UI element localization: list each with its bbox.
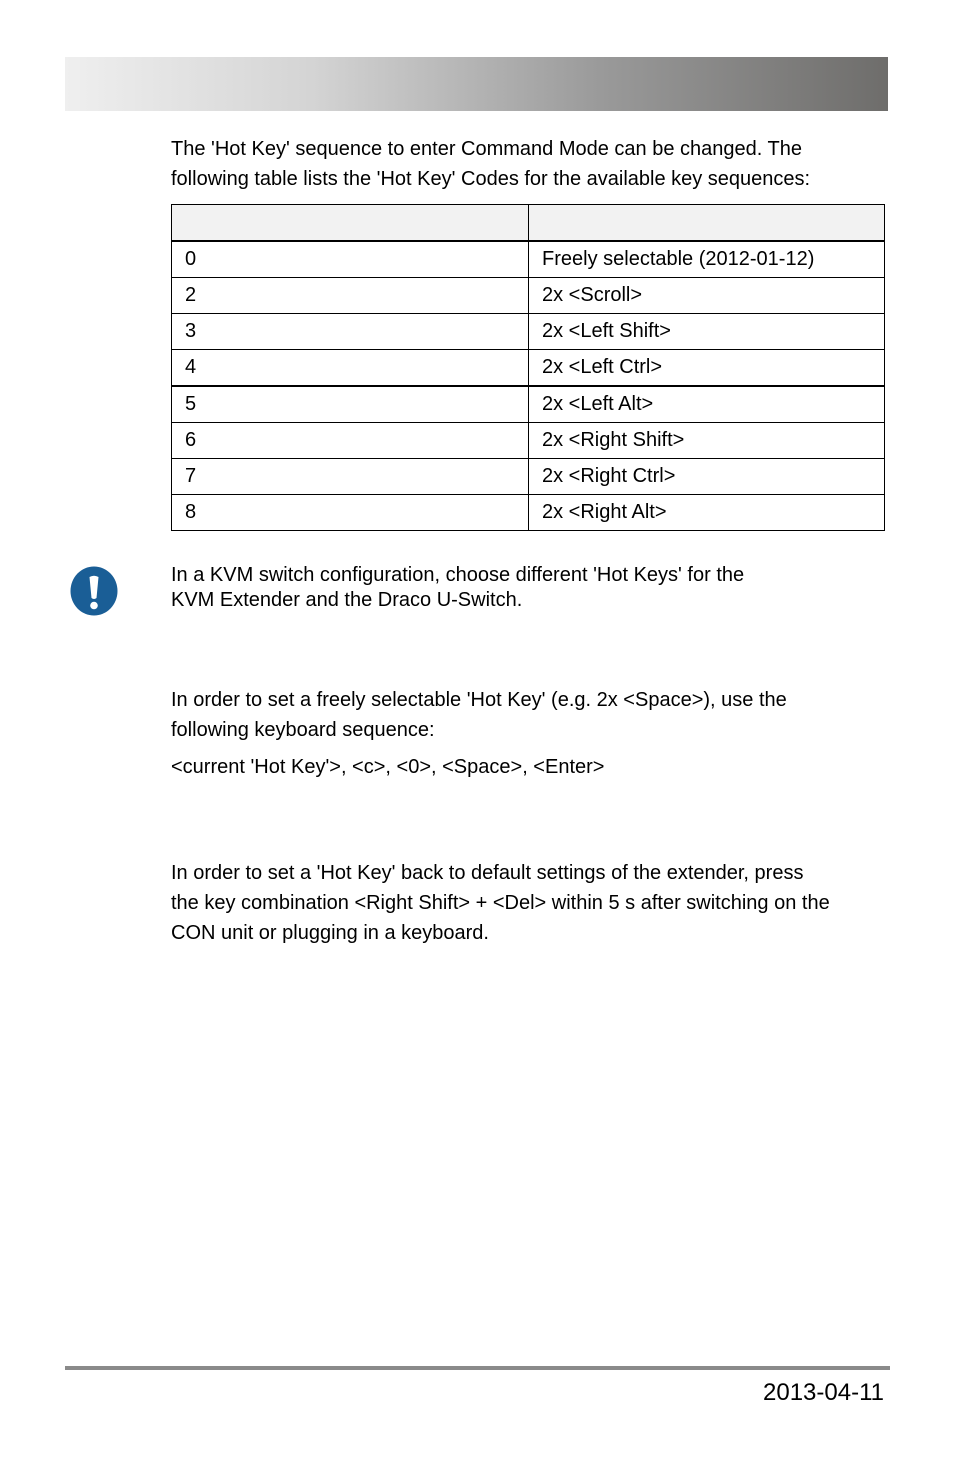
hot-key-code: 3 [172,314,529,350]
table-row [172,386,885,423]
reset-line-1: In order to set a 'Hot Key' back to default settings of the extender, press [171,862,804,884]
sequence-line-1: <current 'Hot Key'>, <c>, <0>, <Space>, <Enter> [171,756,605,778]
key-sequence: 2x <Left Shift> [529,314,885,350]
hot-key-code: 2 [172,278,529,314]
hot-key-code: 5 [172,386,529,423]
key-sequence: 2x <Left Alt> [529,386,885,423]
key-sequence: 2x <Right Ctrl> [529,459,885,495]
freely-line-1: In order to set a freely selectable 'Hot Key' (e.g. 2x <Space>), use the [171,689,787,711]
key-sequence: 2x <Scroll> [529,278,885,314]
key-sequence: Freely selectable (2012-01-12) [529,241,885,278]
keyboard-sequence [171,752,891,782]
intro-line-1: The 'Hot Key' sequence to enter Command Mode can be changed. The [171,138,802,160]
table-row [172,350,885,387]
table-row [172,241,885,278]
hot-key-code: 6 [172,423,529,459]
notice-line-1: In a KVM switch configuration, choose different 'Hot Keys' for the [171,564,745,586]
footer-date: 2013-04-11 [763,1379,884,1406]
freely-line-2: following keyboard sequence: [171,719,435,741]
hot-key-code: 8 [172,495,529,531]
table-header-row [172,205,885,242]
hot-key-table [171,204,885,531]
footer-divider [65,1366,890,1370]
reset-line-2: the key combination <Right Shift> + <Del> within 5 s after switching on the [171,892,830,914]
notice-line-2: KVM Extender and the Draco U-Switch. [171,589,523,611]
hot-key-code: 0 [172,241,529,278]
table-header-sequence [529,205,885,242]
key-sequence: 2x <Right Shift> [529,423,885,459]
hot-key-code: 4 [172,350,529,387]
reset-line-3: CON unit or plugging in a keyboard. [171,922,489,944]
notice-paragraph [171,563,891,613]
exclamation-circle-icon [70,566,118,616]
reset-paragraph [171,858,891,948]
intro-line-2: following table lists the 'Hot Key' Codes for the available key sequences: [171,168,811,190]
key-sequence: 2x <Right Alt> [529,495,885,531]
table-header-code [172,205,529,242]
header-bar [65,57,888,111]
table-row [172,278,885,314]
intro-paragraph [171,134,891,194]
freely-selectable-paragraph [171,685,891,745]
table-row [172,423,885,459]
key-sequence: 2x <Left Ctrl> [529,350,885,387]
hot-key-code: 7 [172,459,529,495]
table-row [172,314,885,350]
table-row [172,495,885,531]
table-row [172,459,885,495]
